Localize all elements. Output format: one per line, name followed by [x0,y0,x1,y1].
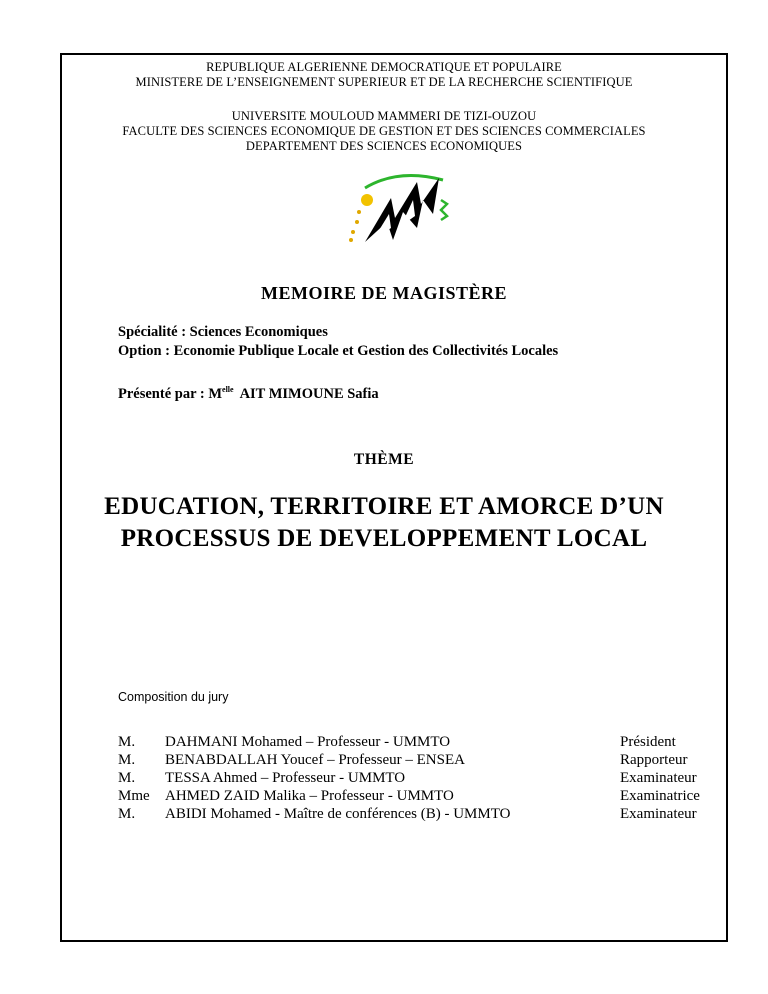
presented-sup: elle [222,385,234,394]
jury-list [118,733,718,823]
thesis-title-line2: PROCESSUS DE DEVELOPPEMENT LOCAL [120,525,648,552]
university-header [0,109,768,154]
jury-member-name: DAHMANI Mohamed – Professeur - UMMTO [165,734,451,750]
jury-member-title: Mme [118,788,150,804]
jury-member-title: M. [118,752,136,768]
jury-member-name: AHMED ZAID Malika – Professeur - UMMTO [165,788,454,804]
jury-member-name: TESSA Ahmed – Professeur - UMMTO [165,770,406,786]
jury-member [118,805,718,823]
jury-member-title: M. [118,770,136,786]
presented-prefix: Présenté par : M [118,386,223,402]
jury-member-role: Président [620,734,676,750]
jury-member-name: ABIDI Mohamed - Maître de conférences (B) - UMMTO [165,806,511,822]
presented-by [118,385,379,403]
header-line-ministry: MINISTERE DE L’ENSEIGNEMENT SUPERIEUR ET DE LA RECHERCHE SCIENTIFIQUE [135,75,633,89]
jury-member-role: Examinatrice [620,788,700,804]
specialty-line: Spécialité : Sciences Economiques [118,324,328,340]
ministry-header [0,60,768,90]
header-line-department: DEPARTEMENT DES SCIENCES ECONOMIQUES [245,139,523,153]
memoir-title: MEMOIRE DE MAGISTÈRE [260,283,508,303]
header-line-republic: REPUBLIQUE ALGERIENNE DEMOCRATIQUE ET POPULAIRE [206,60,562,74]
specialty-block [118,323,558,361]
jury-member-name: BENABDALLAH Youcef – Professeur – ENSEA [165,752,465,768]
jury-member [118,751,718,769]
author-name: AIT MIMOUNE Safia [239,386,379,402]
jury-member-role: Examinateur [620,770,697,786]
option-line: Option : Economie Publique Locale et Gestion des Collectivités Locales [118,343,559,359]
header-line-university: UNIVERSITE MOULOUD MAMMERI DE TIZI-OUZOU [231,109,537,123]
jury-member [118,769,718,787]
jury-label: Composition du jury [118,690,229,704]
jury-member-role: Rapporteur [620,752,688,768]
jury-member-title: M. [118,734,136,750]
thesis-title [0,491,768,555]
jury-member [118,787,718,805]
jury-member-role: Examinateur [620,806,697,822]
header-line-faculty: FACULTE DES SCIENCES ECONOMIQUE DE GESTION ET DES SCIENCES COMMERCIALES [122,124,646,138]
theme-label: THÈME [353,451,415,468]
university-logo-icon [343,170,463,250]
jury-member-title: M. [118,806,136,822]
jury-member [118,733,718,751]
thesis-title-line1: EDUCATION, TERRITOIRE ET AMORCE D’UN [104,493,664,520]
